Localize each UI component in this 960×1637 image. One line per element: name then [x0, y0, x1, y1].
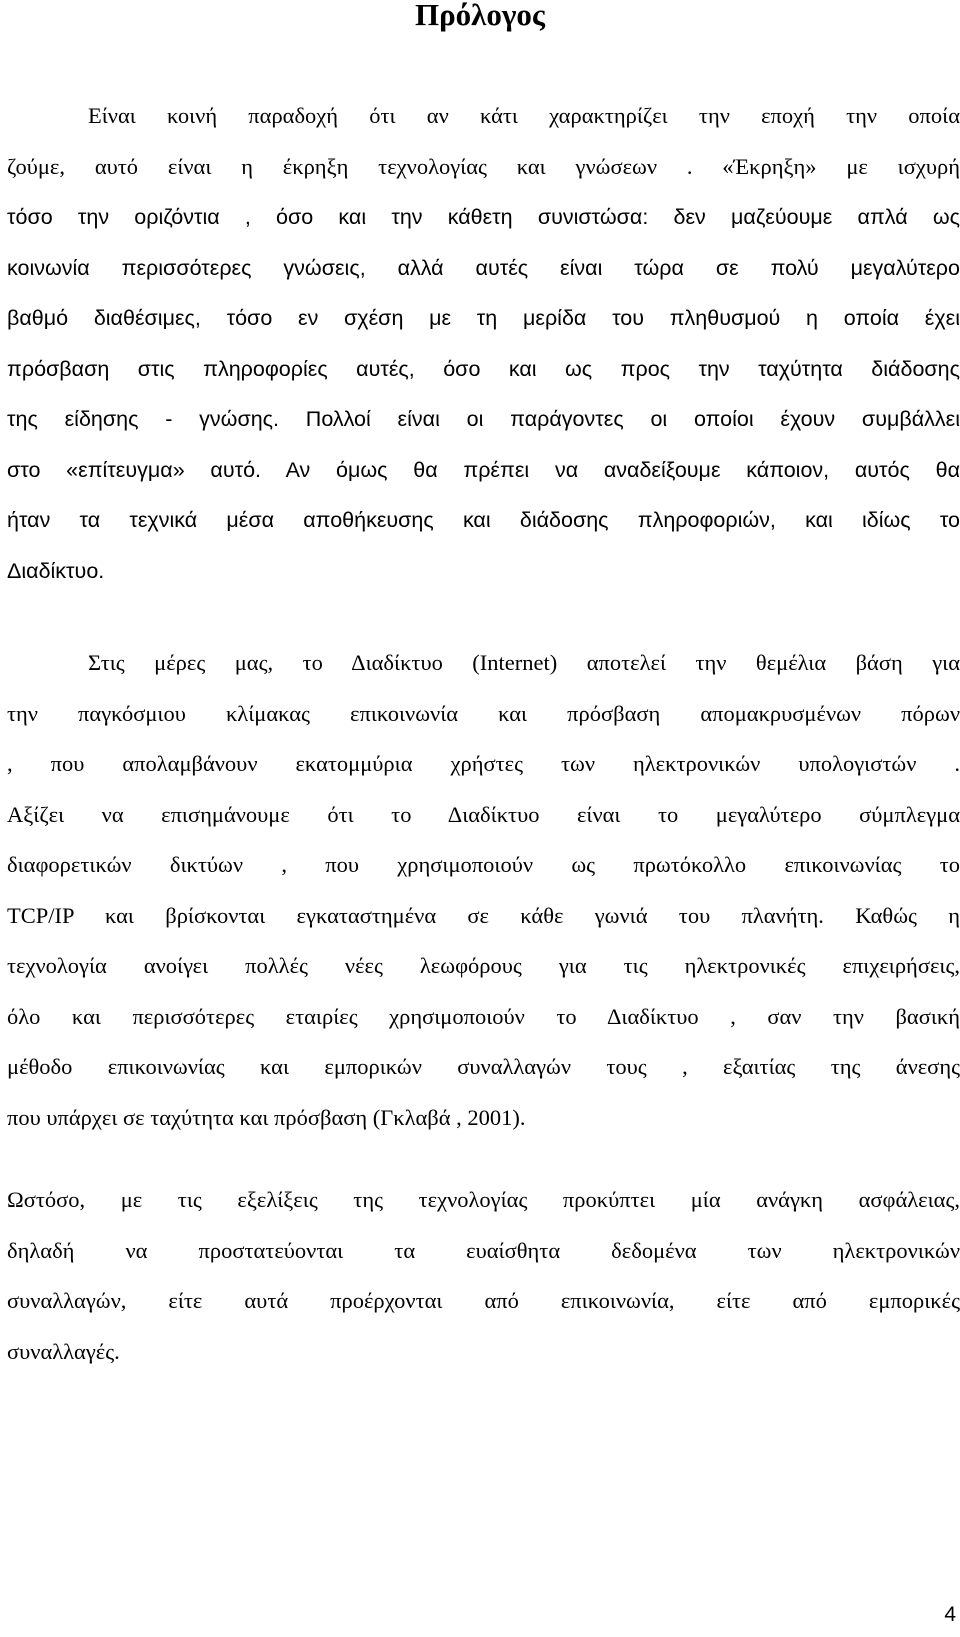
paragraph-line: Διαδίκτυο.: [7, 558, 105, 583]
paragraph-line: συναλλαγών, είτε αυτά προέρχονται από επικοινωνία, είτε από εμπορικές: [7, 1288, 960, 1313]
paragraph-line: της είδησης - γνώσης. Πολλοί είναι οι παράγοντες οι οποίοι έχουν συμβάλλει: [7, 407, 960, 431]
page-number: 4: [944, 1603, 956, 1626]
paragraph-line: τόσο την οριζόντια , όσο και την κάθετη συνιστώσα: δεν μαζεύουμε απλά ως: [7, 205, 960, 229]
paragraph-line: πρόσβαση στις πληροφορίες αυτές, όσο και ως προς την ταχύτητα διάδοσης: [7, 356, 960, 381]
paragraph-1: [7, 91, 960, 596]
paragraph-line: συναλλαγές.: [7, 1338, 120, 1364]
paragraph-line: TCP/IP και βρίσκονται εγκαταστημένα σε κάθε γωνιά του πλανήτη. Καθώς η: [7, 902, 960, 928]
paragraph-line: Ωστόσο, με τις εξελίξεις της τεχνολογίας προκύπτει μία ανάγκη ασφάλειας,: [7, 1187, 960, 1212]
paragraph-line: ζούμε, αυτό είναι η έκρηξη τεχνολογίας και γνώσεων . «Έκρηξη» με ισχυρή: [7, 153, 960, 179]
paragraph-line: δηλαδή να προστατεύονται τα ευαίσθητα δεδομένα των ηλεκτρονικών: [7, 1237, 960, 1263]
paragraph-line: Αξίζει να επισημάνουμε ότι το Διαδίκτυο είναι το μεγαλύτερο σύμπλεγμα: [7, 801, 960, 827]
paragraph-line: την παγκόσμιου κλίμακας επικοινωνία και πρόσβαση απομακρυσμένων πόρων: [7, 700, 960, 726]
page-title: Πρόλογος: [414, 0, 545, 32]
paragraph-line: τεχνολογία ανοίγει πολλές νέες λεωφόρους για τις ηλεκτρονικές επιχειρήσεις,: [7, 953, 960, 978]
paragraph-line: κοινωνία περισσότερες γνώσεις, αλλά αυτές είναι τώρα σε πολύ μεγαλύτερο: [7, 255, 960, 280]
paragraph-3: [7, 1175, 960, 1377]
paragraph-line: όλο και περισσότερες εταιρίες χρησιμοποιούν το Διαδίκτυο , σαν την βασική: [7, 1003, 960, 1029]
paragraph-line: Είναι κοινή παραδοχή ότι αν κάτι χαρακτηρίζει την εποχή την οποία: [88, 103, 960, 128]
paragraph-line: βαθμό διαθέσιμες, τόσο εν σχέση με τη μερίδα του πληθυσμού η οποία έχει: [7, 306, 960, 330]
paragraph-line: ήταν τα τεχνικά μέσα αποθήκευσης και διάδοσης πληροφοριών, και ιδίως το: [7, 508, 960, 532]
paragraph-2: [7, 638, 960, 1143]
paragraph-line: στο «επίτευγμα» αυτό. Αν όμως θα πρέπει να αναδείξουμε κάποιον, αυτός θα: [7, 457, 960, 482]
paragraph-line: Στις μέρες μας, το Διαδίκτυο (Internet) αποτελεί την θεμέλια βάση για: [88, 650, 960, 675]
paragraph-line: μέθοδο επικοινωνίας και εμπορικών συναλλαγών τους , εξαιτίας της άνεσης: [7, 1054, 960, 1079]
paragraph-line: , που απολαμβάνουν εκατομμύρια χρήστες των ηλεκτρονικών υπολογιστών .: [7, 751, 960, 776]
paragraph-line: διαφορετικών δικτύων , που χρησιμοποιούν ως πρωτόκολλο επικοινωνίας το: [7, 852, 960, 877]
paragraph-line: που υπάρχει σε ταχύτητα και πρόσβαση (Γκλαβά , 2001).: [7, 1104, 526, 1130]
